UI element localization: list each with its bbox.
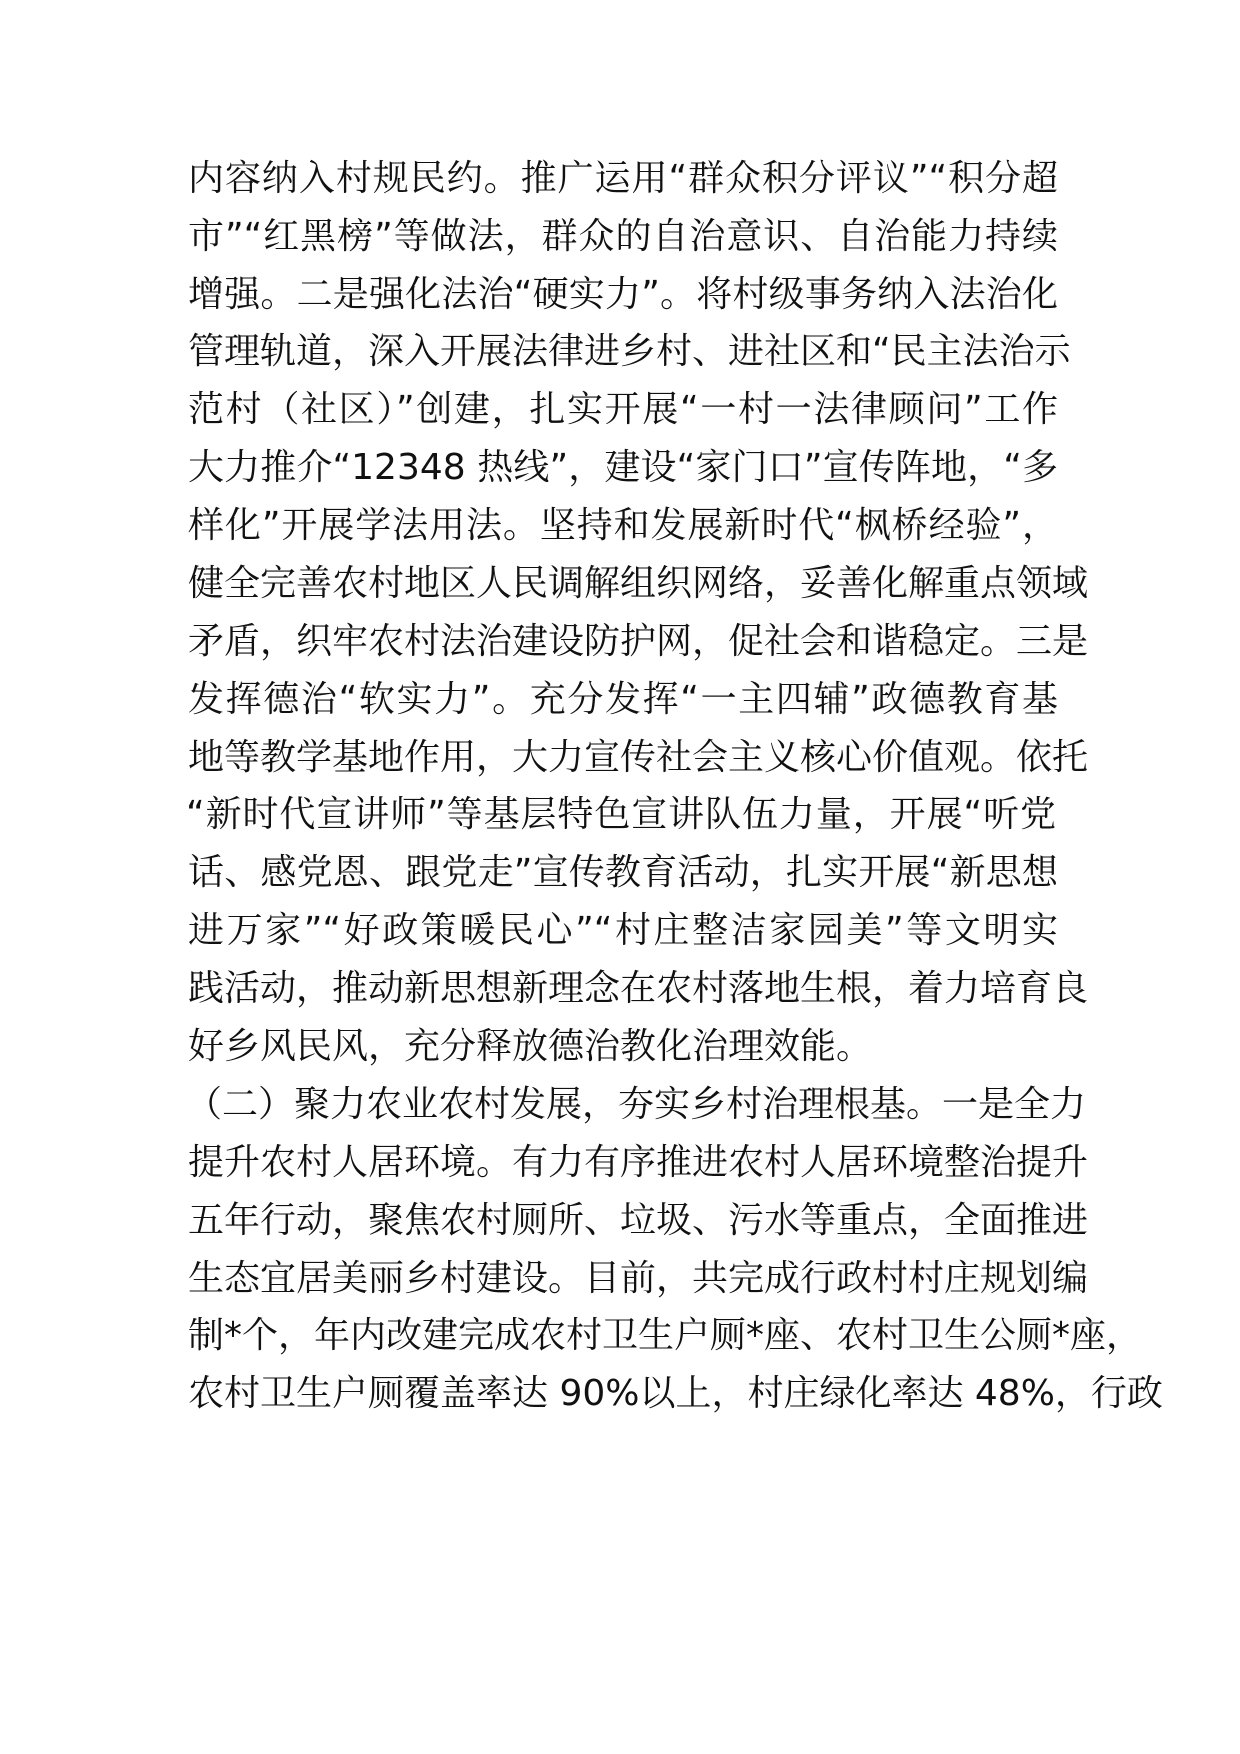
paragraph-line: 样化”开展学法用法。坚持和发展新时代“枫桥经验”，	[188, 505, 1058, 546]
paragraph-line: 提升农村人居环境。有力有序推进农村人居环境整治提升	[188, 1142, 1089, 1183]
paragraph-line: 矛盾，织牢农村法治建设防护网，促社会和谐稳定。三是	[188, 621, 1089, 662]
paragraph-line: 生态宜居美丽乡村建设。目前，共完成行政村村庄规划编	[188, 1258, 1089, 1299]
paragraph-line: 地等教学基地作用，大力宣传社会主义核心价值观。依托	[188, 737, 1089, 778]
paragraph-line: 管理轨道，深入开展法律进乡村、进社区和“民主法治示	[188, 331, 1071, 372]
paragraph-line: 范村（社区）”创建，扎实开展“一村一法律顾问”工作	[188, 389, 1058, 430]
paragraph-line: 进万家”“好政策暖民心”“村庄整洁家园美”等文明实	[188, 910, 1058, 951]
paragraph-line: 五年行动，聚焦农村厕所、垃圾、污水等重点，全面推进	[188, 1200, 1089, 1241]
paragraph-line: “新时代宣讲师”等基层特色宣讲队伍力量，开展“听党	[186, 794, 1056, 835]
paragraph-line: 制*个，年内改建完成农村卫生户厕*座、农村卫生公厕*座，	[188, 1315, 1143, 1356]
paragraph-line: 健全完善农村地区人民调解组织网络，妥善化解重点领域	[188, 563, 1089, 604]
paragraph-line: 内容纳入村规民约。推广运用“群众积分评议”“积分超	[188, 158, 1058, 199]
paragraph-line: 话、感党恩、跟党走”宣传教育活动，扎实开展“新思想	[188, 852, 1058, 893]
paragraph-line: 农村卫生户厕覆盖率达 90%以上，村庄绿化率达 48%，行政	[188, 1373, 1163, 1414]
paragraph-line: 增强。二是强化法治“硬实力”。将村级事务纳入法治化	[188, 274, 1058, 315]
paragraph-line: 市”“红黑榜”等做法，群众的自治意识、自治能力持续	[188, 216, 1058, 257]
section-heading-line: （二）聚力农业农村发展，夯实乡村治理根基。一是全力	[186, 1084, 1087, 1125]
paragraph-line: 践活动，推动新思想新理念在农村落地生根，着力培育良	[188, 968, 1089, 1009]
paragraph-line-last: 好乡风民风，充分释放德治教化治理效能。	[188, 1026, 873, 1067]
paragraph-line: 发挥德治“软实力”。充分发挥“一主四辅”政德教育基	[188, 679, 1058, 720]
paragraph-line: 大力推介“12348 热线”，建设“家门口”宣传阵地，“多	[188, 447, 1058, 488]
